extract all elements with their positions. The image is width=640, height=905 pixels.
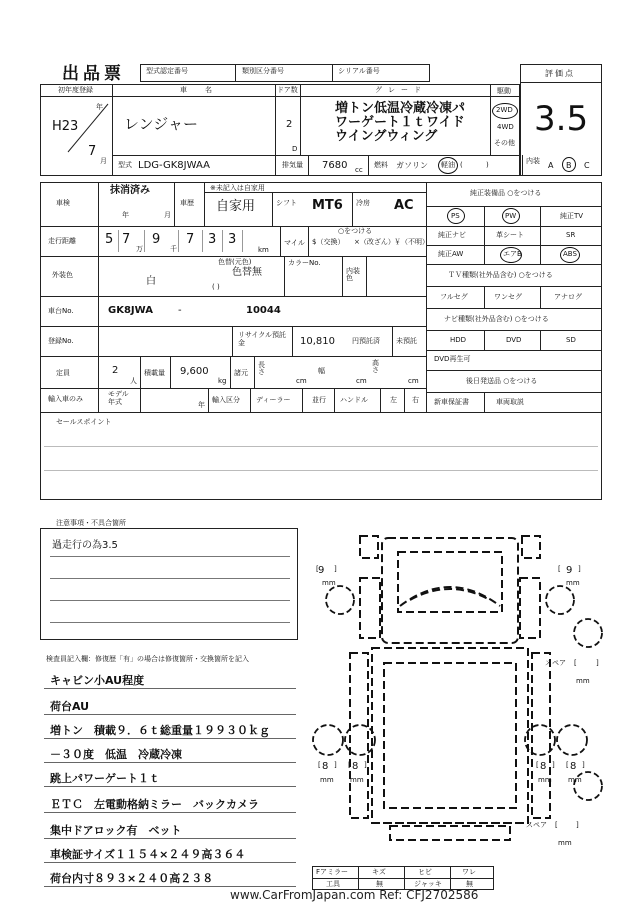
chassis-label: 車台No. [48, 307, 74, 315]
shift-value: MT6 [312, 198, 343, 213]
remark-2: 荷台AU [50, 700, 90, 713]
tire-rl1-depth: 8 [322, 761, 329, 772]
tire-fr-depth: 9 [566, 565, 573, 576]
remark-3: 増トン 積載９．６ｔ総重量１９９３０ｋｇ [50, 724, 270, 737]
score-value: 3.5 [534, 99, 589, 139]
height-unit: cm [408, 377, 419, 385]
score-label: 評価点 [545, 69, 575, 78]
drive-2wd: 2WD [496, 106, 513, 114]
recycle-status: 円預託済 [352, 337, 380, 345]
spare-label-1: スペア [545, 659, 566, 667]
mile-opt-unknown: ￥（不明） [394, 238, 429, 246]
mile-opt-exchange: $（交換） [312, 238, 345, 246]
tire-rl1-unit: mm [320, 776, 334, 784]
tire-rr1-depth: 8 [540, 761, 547, 772]
capacity-value: 2 [112, 365, 119, 376]
tire-rl2-unit: mm [350, 776, 364, 784]
chassis-number: 10044 [246, 305, 281, 316]
legend-scratch: キズ [372, 868, 386, 876]
equip-aw: 純正AW [438, 250, 464, 258]
notes-label: 注意事項・不具合箇所 [56, 519, 126, 527]
car-name-label: 車名 [180, 86, 230, 94]
chassis-dash: - [178, 305, 182, 316]
capacity-label: 定員 [56, 369, 70, 377]
interior-b: B [566, 161, 572, 170]
after-manual: 車両取説 [496, 398, 524, 406]
mileage-digit-6: 3 [228, 232, 237, 247]
width-unit: cm [356, 377, 367, 385]
recycle-label: リサイクル預託金 [238, 331, 287, 347]
ac-label: 冷房 [356, 199, 370, 207]
tv-title: ＴＶ種類(社外品含む) ○をつける [448, 271, 553, 279]
length-label: 長さ [258, 361, 265, 376]
history-note: ※未記入は自家用 [210, 184, 265, 192]
recycle-value: 10,810 [300, 336, 335, 347]
reg-label: 登録No. [48, 337, 74, 345]
inspector-label: 検査員記入欄：修復歴「有」の場合は修復箇所・交換箇所を記入 [46, 655, 249, 663]
navi-title: ナビ種類(社外品含む) ○をつける [444, 315, 549, 323]
equip-tv: 純正TV [560, 212, 584, 220]
remark-6: ＥＴＣ 左電動格納ミラー バックカメラ [50, 798, 259, 811]
history-label: 車歴 [180, 199, 194, 207]
after-warranty: 新車保証書 [434, 398, 469, 406]
capacity-unit: 人 [130, 377, 137, 385]
spare-unit-1: mm [576, 677, 590, 685]
remark-7: 集中ドアロック有 ベット [50, 824, 182, 837]
equip-leather: 革シート [496, 231, 524, 239]
drive-label: 駆動 [497, 87, 511, 95]
inspection-year-unit: 年 [122, 211, 129, 219]
history-value: 自家用 [216, 199, 256, 214]
recycle-unpaid: 未預託 [396, 337, 417, 345]
legend-mirror: Fアミラー [316, 868, 349, 876]
remark-8: 車検証サイズ１１５４×２４９高３６４ [50, 848, 246, 861]
model-year-label: モデル年式 [108, 390, 129, 406]
dvd-playback: DVD再生可 [434, 355, 471, 363]
displacement: 7680 [322, 160, 348, 171]
model-cert-label: 型式認定番号 [146, 67, 188, 75]
import-type-label: 輸入区分 [212, 396, 240, 404]
model-label: 型式 [118, 161, 132, 169]
recolor-paren: ( ) [212, 283, 220, 291]
sen-unit: 千 [170, 245, 177, 253]
fuel-gasoline: ガソリン [396, 161, 428, 170]
grade-line-1: 増トン低温冷蔵冷凍パ [335, 101, 466, 116]
displacement-label: 排気量 [282, 161, 303, 169]
mileage-digit-4: 7 [186, 232, 195, 247]
recolor-label: 色替(元色) [218, 258, 252, 266]
tire-fl-depth: 9 [318, 565, 325, 576]
import-label: 輸入車のみ [48, 395, 83, 403]
first-reg-label: 初年度登録 [58, 86, 93, 94]
equip-title: 純正装備品 ○をつける [470, 189, 542, 197]
tire-rr2-unit: mm [568, 776, 582, 784]
remark-4: －３０度 低温 冷蔵冷凍 [50, 748, 182, 761]
drive-4wd: 4WD [497, 123, 514, 131]
equip-ps: PS [451, 212, 460, 220]
first-reg-year: H23 [52, 119, 79, 134]
mile-note: ○をつける [338, 227, 373, 235]
inspection-label: 車検 [56, 199, 70, 207]
fuel-label: 燃料 [374, 161, 388, 169]
import-parallel: 並行 [312, 396, 326, 404]
year-unit: 年 [96, 103, 103, 111]
model-code: LDG-GK8JWAA [138, 160, 210, 171]
load-label: 積載量 [144, 369, 165, 377]
exterior-label: 外装色 [52, 271, 73, 279]
aftermarket-title: 後日発送品 ○をつける [466, 377, 538, 385]
exterior-color: 白 [146, 276, 156, 287]
inspection-month-unit: 月 [164, 211, 171, 219]
drive-other: その他 [494, 139, 515, 147]
date-slash [60, 100, 112, 155]
category-label: 類別区分番号 [242, 67, 284, 75]
legend-crack: ヒビ [418, 868, 432, 876]
cc-unit: cc [355, 166, 363, 174]
tire-rr2-depth: 8 [570, 761, 577, 772]
color-no-label: カラーNo. [288, 259, 321, 267]
man-unit: 万 [136, 245, 143, 253]
legend-tools-value: 無 [376, 880, 383, 888]
tv-oneseg: ワンセグ [494, 293, 522, 301]
legend-jack: ジャッキ [414, 880, 442, 888]
inspection-value: 抹消済み [110, 185, 150, 196]
remark-5: 跳上パワーゲート１ｔ [50, 772, 160, 785]
fuel-diesel: 軽油 [441, 161, 455, 169]
mileage-digit-3: 9 [152, 232, 161, 247]
serial-label: シリアル番号 [338, 67, 380, 75]
interior-a: A [548, 161, 554, 170]
mileage-digit-2: 7 [122, 232, 131, 247]
chassis-prefix: GK8JWA [108, 305, 153, 316]
handle-label: ハンドル [340, 396, 368, 404]
shift-label: シフト [276, 199, 297, 207]
month-unit: 月 [100, 157, 107, 165]
equip-sr: SR [566, 231, 576, 239]
remark-9: 荷台内寸８９３×２４０高２３８ [50, 872, 214, 885]
legend-tools: 工具 [326, 880, 340, 888]
equip-navi: 純正ナビ [438, 231, 466, 239]
length-unit: cm [296, 377, 307, 385]
remark-1: キャビン小AU程度 [50, 674, 145, 687]
height-label: 高さ [372, 359, 379, 374]
tire-rr1-unit: mm [538, 776, 552, 784]
note-text: 過走行の為3.5 [52, 540, 118, 551]
load-value: 9,600 [180, 366, 209, 377]
mileage-digit-1: 5 [105, 232, 114, 247]
door-count: 2 [286, 119, 293, 130]
dim-label: 諸元 [234, 369, 248, 377]
width-label: 幅 [318, 367, 325, 375]
interior-color-label: 内装色 [346, 267, 360, 282]
watermark: www.CarFromJapan.com Ref: CFJ2702586 [230, 888, 479, 902]
navi-sd: SD [566, 336, 576, 344]
interior-c: C [584, 161, 590, 170]
first-reg-month: 7 [88, 144, 97, 159]
ac-value: AC [394, 198, 414, 213]
car-name: レンジャー [124, 115, 198, 133]
recolor-value: 色替無 [232, 267, 262, 278]
legend-break: ワレ [462, 868, 476, 876]
mileage-digit-5: 3 [208, 232, 217, 247]
model-year-unit: 年 [198, 401, 205, 409]
sheet-title: 出品票 [62, 64, 125, 84]
handle-left: 左 [390, 396, 397, 404]
tv-fullseg: フルセグ [440, 293, 468, 301]
navi-dvd: DVD [506, 336, 522, 344]
mile-label: マイル [284, 239, 305, 247]
tire-fl-unit: mm [322, 579, 336, 587]
door-unit: D [292, 145, 298, 153]
truck-diagram [310, 528, 610, 858]
spare-label-2: スペア [526, 821, 547, 829]
equip-airbag: エアB [503, 250, 522, 258]
door-label: ドア数 [277, 86, 298, 94]
tv-analog: アナログ [554, 293, 582, 301]
interior-label: 内装 [526, 157, 540, 165]
sales-point-label: セールスポイント [56, 418, 112, 426]
tire-rl2-depth: 8 [352, 761, 359, 772]
tire-fr-unit: mm [566, 579, 580, 587]
import-dealer: ディーラー [256, 396, 291, 404]
navi-hdd: HDD [450, 336, 467, 344]
grade-line-3: ウイングウィング [335, 129, 438, 144]
mile-opt-tamper: ×（改ざん） [354, 238, 395, 246]
grade-label: グレード [375, 86, 427, 94]
mileage-label: 走行距離 [48, 237, 76, 245]
km-unit: km [258, 246, 269, 254]
equip-pw: PW [505, 212, 517, 220]
legend-jack-value: 無 [466, 880, 473, 888]
equip-abs: ABS [563, 250, 577, 258]
load-unit: kg [218, 377, 227, 385]
grade-line-2: ワーゲート１ｔワイド [335, 115, 465, 130]
spare-unit-2: mm [558, 839, 572, 847]
handle-right: 右 [412, 396, 419, 404]
